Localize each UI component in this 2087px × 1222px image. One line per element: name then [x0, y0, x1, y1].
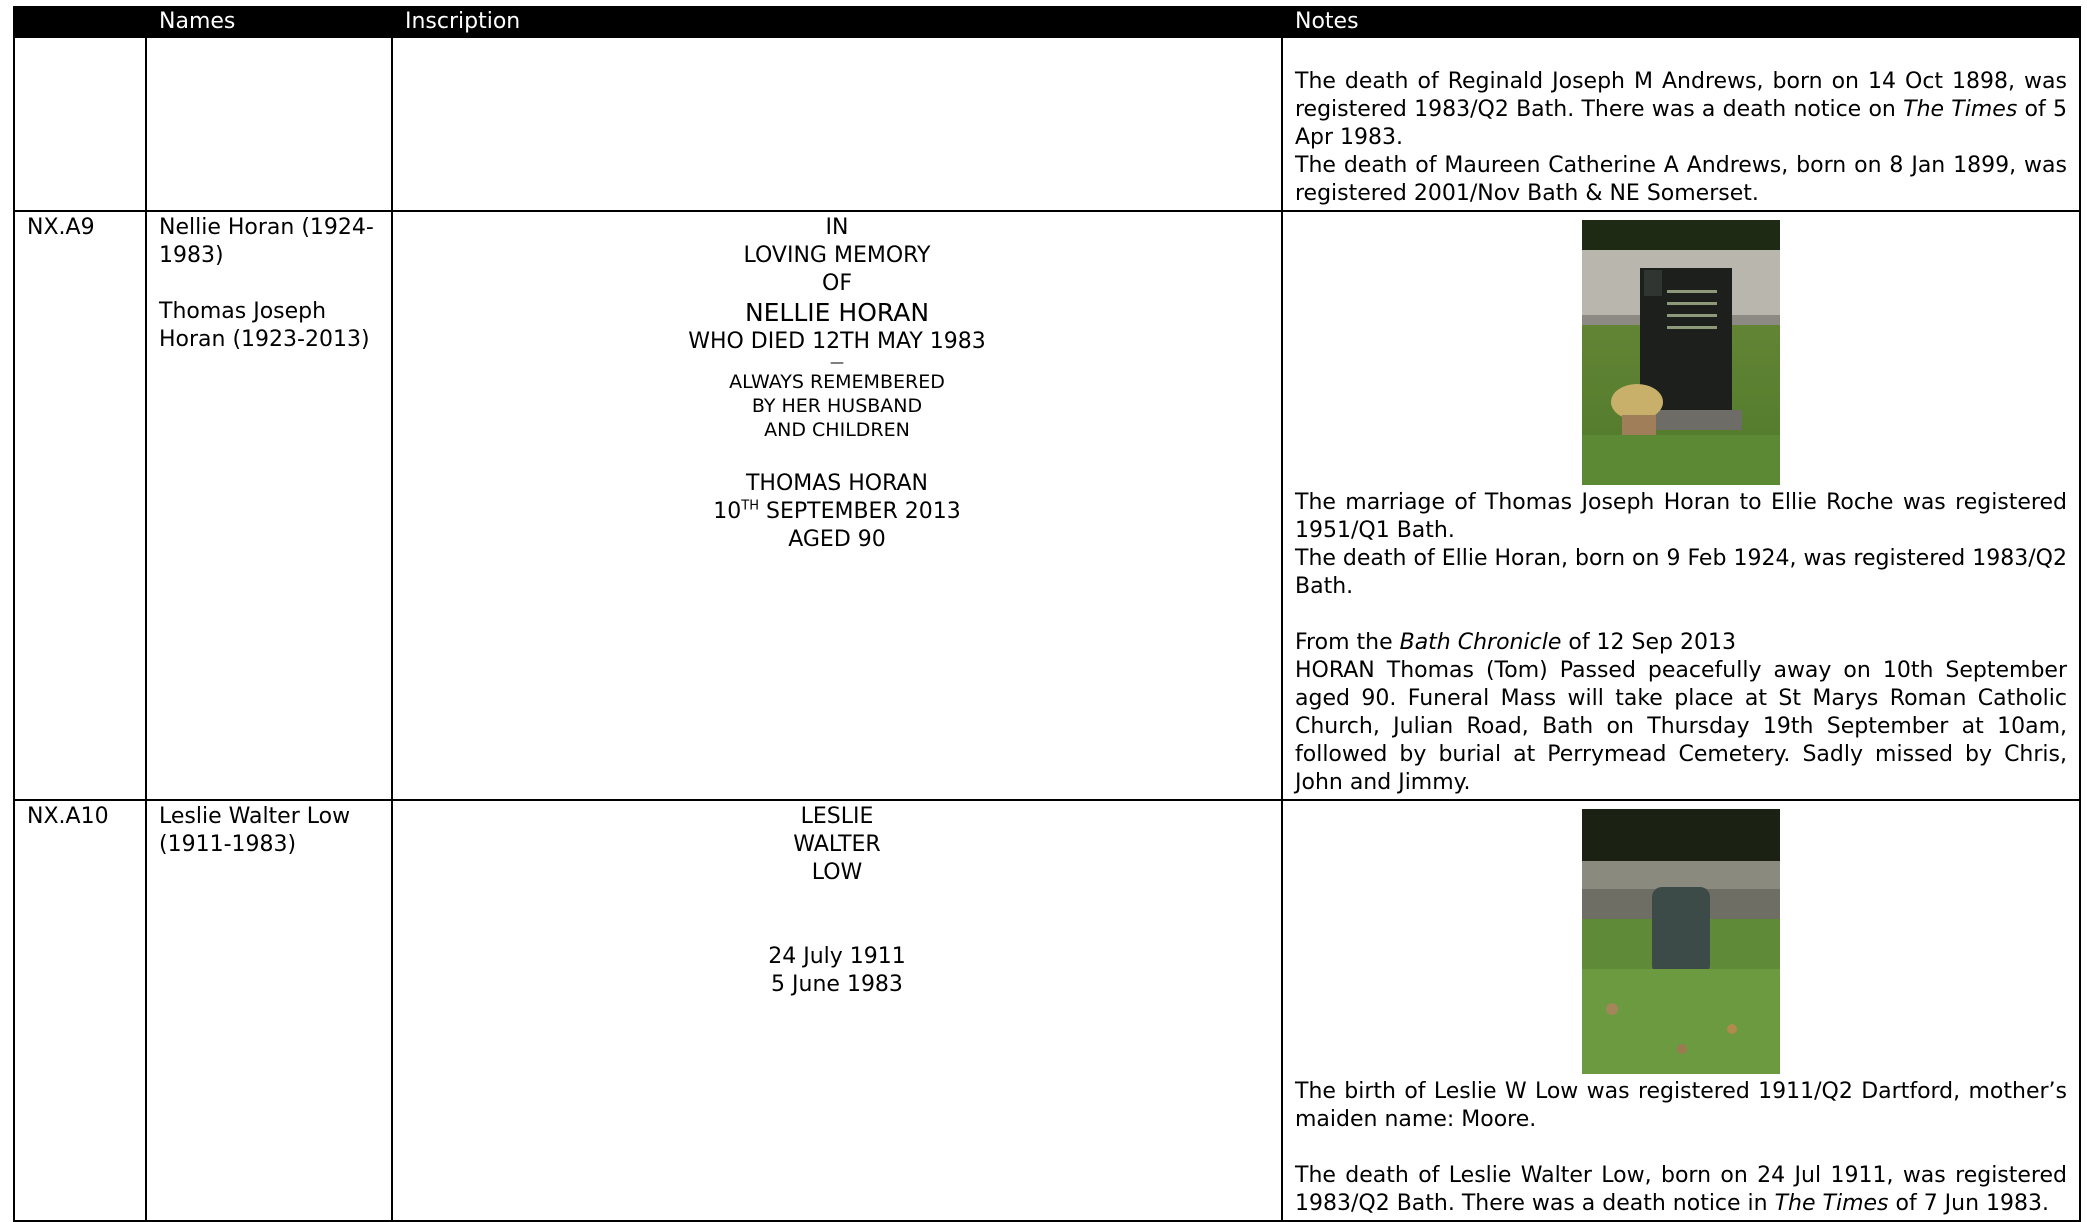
cell-names [146, 37, 392, 211]
note-paragraph: The marriage of Thomas Joseph Horan to Ellie Roche was registered 1951/Q1 Bath. [1295, 490, 2067, 543]
table-row [14, 211, 2080, 800]
inscription-line: OF [822, 271, 852, 296]
cell-notes [1282, 37, 2080, 211]
header-inscription: Inscription [392, 7, 1282, 37]
inscription-line: 10TH SEPTEMBER 2013 [713, 498, 961, 524]
cell-names [146, 211, 392, 800]
inscription-divider: — [830, 355, 844, 371]
note-paragraph: The birth of Leslie W Low was registered 1911/Q2 Dartford, mother’s maiden name: Moore. [1295, 1079, 2067, 1132]
gravestone-photo-image [1582, 220, 1780, 485]
inscription-line: BY HER HUSBAND [751, 395, 923, 417]
inscription-line: THOMAS HORAN [745, 471, 929, 496]
name-entry: Nellie Horan (1924-1983) [159, 215, 374, 268]
cell-inscription [392, 800, 1282, 1221]
cell-id: NX.A10 [14, 800, 146, 1221]
cell-inscription [392, 211, 1282, 800]
note-paragraph: The death of Ellie Horan, born on 9 Feb 1924, was registered 1983/Q2 Bath. [1295, 546, 2067, 599]
inscription-line: NELLIE HORAN [744, 298, 930, 327]
document-page [13, 6, 2079, 1216]
header-id [14, 7, 146, 37]
cell-id [14, 37, 146, 211]
inscription-line: AND CHILDREN [764, 419, 910, 441]
note-paragraph: The death of Maureen Catherine A Andrews, born on 8 Jan 1899, was registered 2001/Nov Bath & NE Somerset. [1295, 153, 2067, 206]
table-header-row [14, 7, 2080, 37]
inscription-line: LESLIE [800, 804, 874, 829]
inscription-line: ALWAYS REMEMBERED [729, 371, 945, 393]
inscription-line: LOVING MEMORY [743, 243, 931, 268]
gravestone-photo [1582, 220, 1780, 485]
memorial-table [13, 6, 2081, 1222]
gravestone-photo [1582, 809, 1780, 1074]
inscription-line: IN [825, 215, 849, 240]
cell-names [146, 800, 392, 1221]
cell-notes [1282, 211, 2080, 800]
header-names: Names [146, 7, 392, 37]
cell-notes [1282, 800, 2080, 1221]
inscription-line: 24 July 1911 [768, 944, 906, 969]
header-notes: Notes [1282, 7, 2080, 37]
inscription-line: LOW [811, 860, 863, 885]
inscription-line: WHO DIED 12TH MAY 1983 [688, 329, 986, 354]
inscription-line: WALTER [793, 832, 881, 857]
table-row [14, 800, 2080, 1221]
inscription-line: 5 June 1983 [771, 972, 903, 997]
name-entry: Leslie Walter Low (1911-1983) [159, 804, 351, 857]
note-paragraph: From the Bath Chronicle of 12 Sep 2013 [1295, 630, 1736, 655]
gravestone-photo-image [1582, 809, 1780, 1074]
note-paragraph: The death of Leslie Walter Low, born on 24 Jul 1911, was registered 1983/Q2 Bath. There was a death notice in The Times of 7 Jun 1983. [1295, 1163, 2067, 1216]
note-paragraph: HORAN Thomas (Tom) Passed peacefully away on 10th September aged 90. Funeral Mass will take place at St Marys Roman Catholic Church, Julian Road, Bath on Thursday 19th September at 10am, followed by burial at Perrymead Cemetery. Sadly missed by Chris, John and Jimmy. [1295, 658, 2067, 795]
inscription-line: AGED 90 [788, 527, 886, 552]
note-paragraph: The death of Reginald Joseph M Andrews, born on 14 Oct 1898, was registered 1983/Q2 Bath. There was a death notice on The Times of 5 Apr 1983. [1295, 69, 2068, 150]
name-entry: Thomas Joseph Horan (1923-2013) [159, 299, 370, 352]
cell-inscription [392, 37, 1282, 211]
cell-id: NX.A9 [14, 211, 146, 800]
table-row [14, 37, 2080, 211]
